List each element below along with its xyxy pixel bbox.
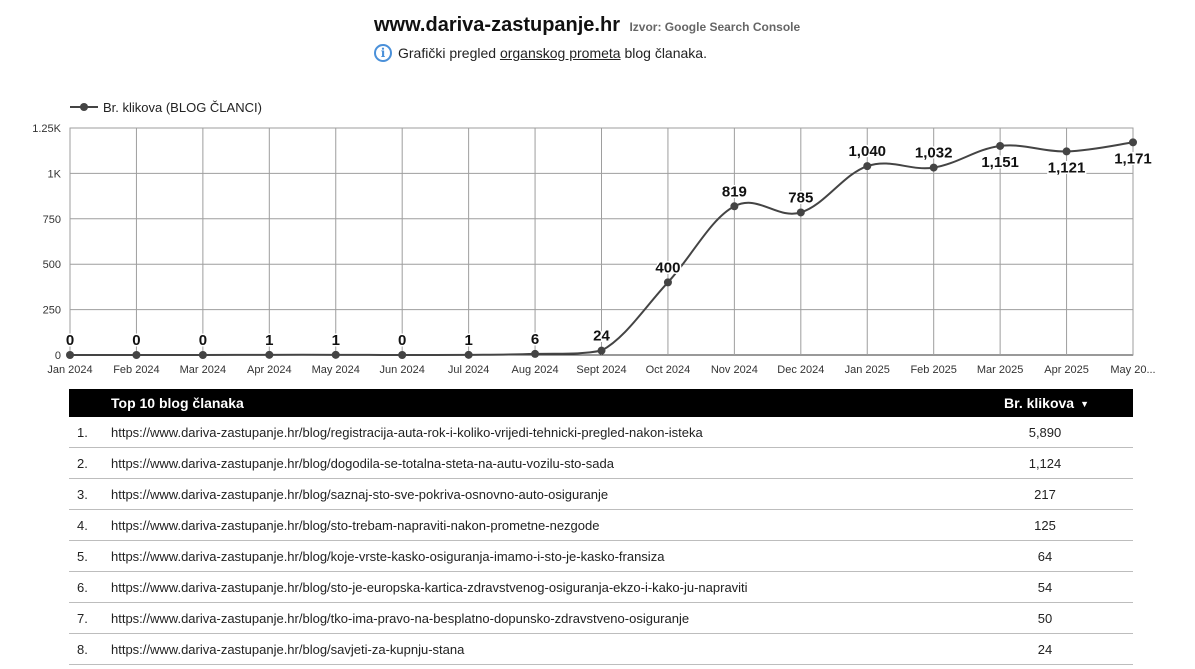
- row-url: https://www.dariva-zastupanje.hr/blog/saznaj-sto-sve-pokriva-osnovno-auto-osiguranje: [111, 487, 609, 502]
- line-chart: [0, 90, 1195, 385]
- table-header-title: Top 10 blog članaka: [111, 395, 244, 411]
- table-row[interactable]: [69, 572, 1133, 603]
- y-tick-label: 1.25K: [32, 123, 61, 135]
- data-point: [598, 347, 606, 355]
- row-url: https://www.dariva-zastupanje.hr/blog/savjeti-za-kupnju-stana: [111, 642, 465, 657]
- x-tick-label: Sept 2024: [576, 364, 627, 376]
- row-clicks: 1,124: [1028, 456, 1062, 471]
- data-point: [863, 162, 871, 170]
- data-label: 819: [721, 183, 747, 201]
- data-label: 0: [132, 332, 141, 349]
- subtitle-row: [374, 44, 707, 62]
- table-row[interactable]: [69, 541, 1133, 572]
- site-title: www.dariva-zastupanje.hr: [374, 14, 620, 36]
- row-index: 1.: [77, 425, 88, 440]
- x-tick-label: Dec 2024: [777, 364, 825, 376]
- legend-marker-icon: [80, 103, 88, 111]
- row-url: https://www.dariva-zastupanje.hr/blog/sto-trebam-napraviti-nakon-prometne-nezgode: [111, 518, 600, 533]
- row-index: 4.: [77, 518, 88, 533]
- x-tick-label: Mar 2024: [179, 364, 227, 376]
- data-point: [465, 351, 473, 359]
- table-header: [69, 389, 1133, 417]
- row-url: https://www.dariva-zastupanje.hr/blog/koje-vrste-kasko-osiguranja-imamo-i-sto-je-kasko-fransiza: [111, 549, 665, 564]
- data-point: [265, 351, 273, 359]
- data-label: 24: [593, 327, 610, 345]
- row-clicks: 217: [1034, 487, 1056, 502]
- row-clicks: 50: [1037, 611, 1053, 626]
- x-tick-label: Feb 2025: [910, 364, 957, 376]
- data-label: 6: [530, 330, 540, 348]
- x-tick-label: Nov 2024: [710, 364, 758, 376]
- data-point: [1063, 147, 1071, 155]
- data-point: [531, 350, 539, 358]
- data-point: [730, 202, 738, 210]
- data-point: [132, 351, 140, 359]
- x-tick-label: Jan 2025: [844, 364, 890, 376]
- table-row[interactable]: [69, 417, 1133, 448]
- row-clicks: 5,890: [1028, 425, 1062, 440]
- data-label: 0: [398, 332, 407, 349]
- row-url: https://www.dariva-zastupanje.hr/blog/dogodila-se-totalna-steta-na-autu-vozilu-sto-sada: [111, 456, 614, 471]
- data-point: [930, 164, 938, 172]
- x-tick-label: Mar 2025: [976, 364, 1024, 376]
- row-clicks: 64: [1037, 549, 1053, 564]
- y-tick-label: 0: [54, 350, 61, 362]
- y-tick-label: 1K: [47, 168, 61, 181]
- row-index: 7.: [77, 611, 88, 626]
- data-label: 1,040: [848, 143, 887, 161]
- data-point: [332, 351, 340, 359]
- row-clicks: 54: [1037, 580, 1053, 595]
- row-index: 5.: [77, 549, 88, 564]
- subtitle-link[interactable]: organskog prometa: [499, 45, 621, 61]
- x-tick-label: Oct 2024: [645, 364, 691, 376]
- row-index: 8.: [77, 642, 88, 657]
- row-index: 2.: [77, 456, 88, 471]
- x-tick-label: Feb 2024: [113, 364, 160, 376]
- x-tick-label: Apr 2024: [246, 364, 292, 376]
- x-tick-label: Jul 2024: [447, 364, 490, 376]
- row-index: 6.: [77, 580, 88, 595]
- data-point: [66, 351, 74, 359]
- row-url: https://www.dariva-zastupanje.hr/blog/tko-ima-pravo-na-besplatno-dopunsko-zdravstveno-osiguranje: [111, 611, 690, 626]
- x-tick-label: Jun 2024: [379, 364, 425, 376]
- info-icon[interactable]: i: [374, 44, 392, 62]
- data-label: 0: [198, 332, 208, 349]
- row-clicks: 24: [1037, 642, 1053, 657]
- table-header-clicks-label: Br. klikova: [1004, 395, 1075, 411]
- data-label: 1: [464, 331, 473, 349]
- row-clicks: 125: [1034, 518, 1056, 533]
- row-url: https://www.dariva-zastupanje.hr/blog/registracija-auta-rok-i-koliko-vrijedi-tehnicki-pregled-nakon-isteka: [111, 425, 703, 440]
- top-articles-table: [69, 389, 1133, 665]
- data-label: 1,151: [981, 153, 1019, 171]
- data-label: 1,171: [1114, 150, 1152, 168]
- subtitle-post: blog članaka.: [620, 45, 707, 61]
- data-point: [398, 351, 406, 359]
- legend-label: Br. klikova (BLOG ČLANCI): [103, 100, 262, 115]
- source-label: Izvor: Google Search Console: [629, 20, 801, 34]
- row-url: https://www.dariva-zastupanje.hr/blog/sto-je-europska-kartica-zdravstvenog-osiguranja-ekzo-i-kako-ju-napraviti: [111, 580, 748, 595]
- x-tick-label: Apr 2025: [1044, 364, 1089, 376]
- table-header-clicks[interactable]: [1004, 395, 1089, 411]
- data-label: 1,121: [1047, 159, 1086, 177]
- table-row[interactable]: [69, 448, 1133, 479]
- y-tick-label: 750: [42, 213, 61, 226]
- data-point: [996, 142, 1004, 150]
- data-point: [1129, 138, 1137, 146]
- table-row[interactable]: [69, 479, 1133, 510]
- x-tick-label: May 20...: [1110, 364, 1156, 376]
- title-row: [374, 14, 800, 37]
- table-body: [69, 417, 1133, 665]
- x-tick-label: Jan 2024: [47, 364, 93, 376]
- y-tick-label: 250: [42, 304, 61, 317]
- data-label: 1: [265, 331, 274, 349]
- table-row[interactable]: [69, 634, 1133, 665]
- data-label: 785: [788, 189, 814, 207]
- row-index: 3.: [77, 487, 88, 502]
- data-point: [199, 351, 207, 359]
- data-label: 1: [331, 331, 340, 349]
- data-label: 1,032: [914, 144, 953, 162]
- data-label: 0: [65, 332, 75, 349]
- data-point: [664, 278, 672, 286]
- data-point: [797, 208, 805, 216]
- x-tick-label: May 2024: [311, 364, 360, 376]
- table-row[interactable]: [69, 603, 1133, 634]
- table-row[interactable]: [69, 510, 1133, 541]
- y-tick-label: 500: [42, 259, 61, 272]
- x-tick-label: Aug 2024: [511, 364, 559, 376]
- sort-down-icon[interactable]: ▼: [1080, 399, 1089, 410]
- subtitle-pre: Grafički pregled: [398, 45, 500, 61]
- data-label: 400: [655, 259, 681, 277]
